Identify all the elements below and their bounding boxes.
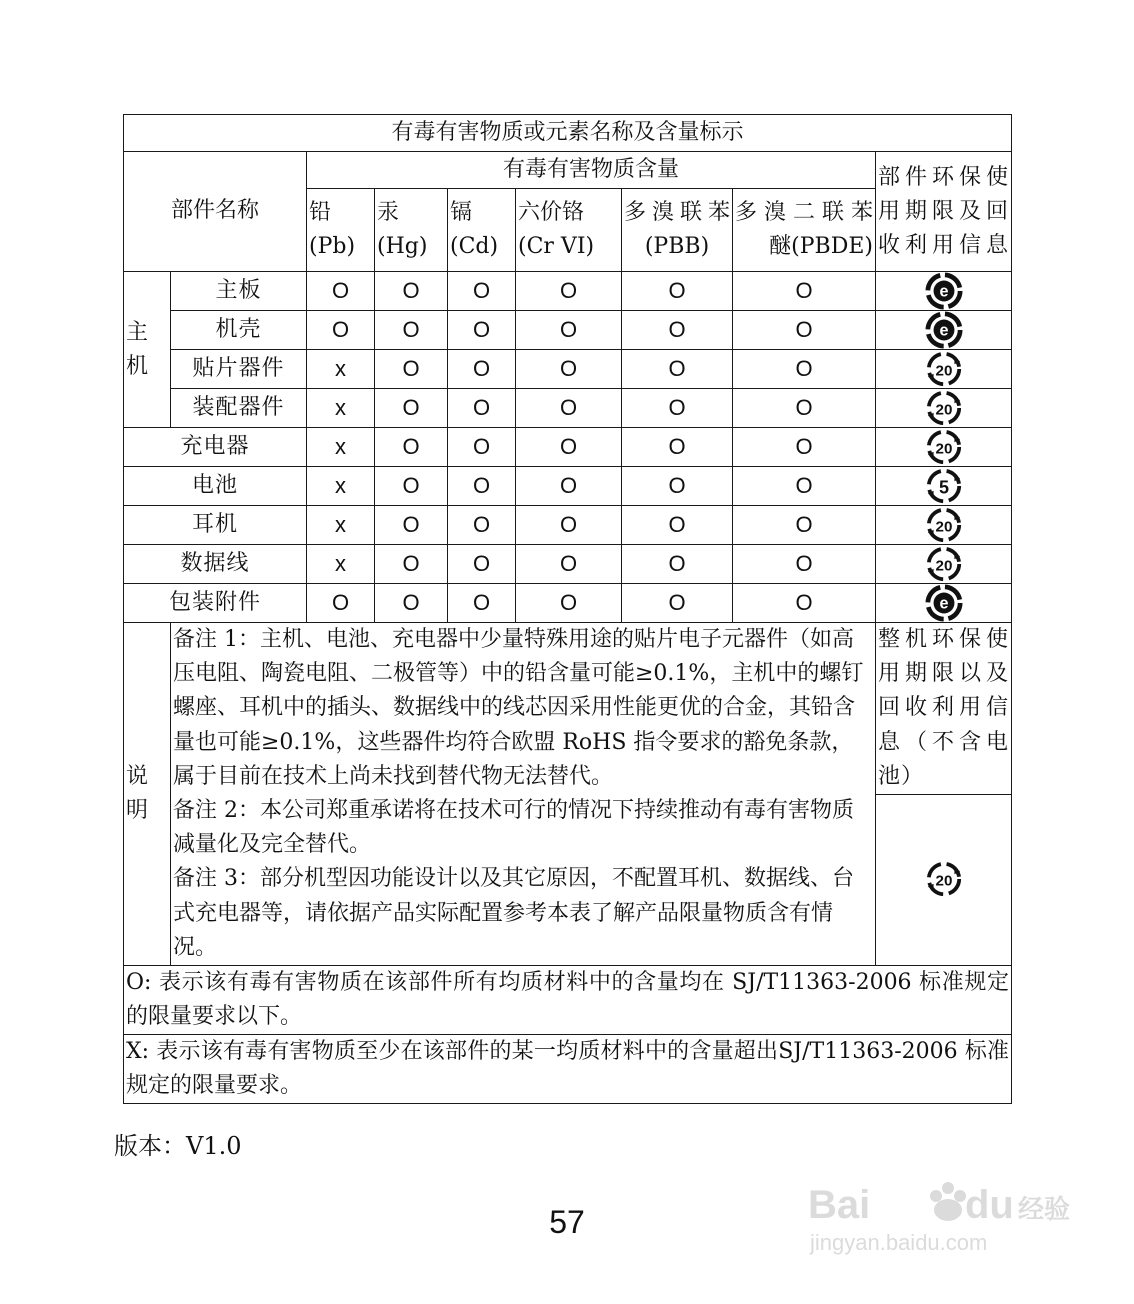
- substance-mark: O: [516, 428, 622, 467]
- efup-icon-cell: [876, 350, 1012, 389]
- substance-mark: O: [307, 311, 375, 350]
- legend-x: X: 表示该有毒有害物质至少在该部件的某一均质材料中的含量超出SJ/T11363-2006 标准规定的限量要求。: [124, 1035, 1012, 1104]
- substance-mark: O: [448, 584, 516, 623]
- substance-cn: 多溴联苯: [624, 200, 730, 225]
- substance-mark: x: [307, 545, 375, 584]
- substance-mark: O: [307, 272, 375, 311]
- substance-mark: O: [622, 467, 733, 506]
- substance-mark: O: [375, 428, 448, 467]
- svg-text:jingyan.baidu.com: jingyan.baidu.com: [810, 1230, 988, 1255]
- efup-e-icon: [925, 311, 963, 349]
- notes-label: 说 明: [124, 623, 171, 966]
- substance-mark: O: [307, 584, 375, 623]
- substance-mark: x: [307, 428, 375, 467]
- substance-mark: O: [733, 506, 876, 545]
- svg-text:20: 20: [935, 401, 952, 419]
- table-row: [124, 545, 1012, 584]
- efup-icon-cell: [876, 506, 1012, 545]
- part-name: 主板: [171, 272, 307, 311]
- substance-mark: O: [375, 506, 448, 545]
- note-2: 备注 2：本公司郑重承诺将在技术可行的情况下持续推动有毒有害物质减量化及完全替代。: [173, 798, 854, 858]
- efup-e-icon: [925, 584, 963, 622]
- table-row: [124, 350, 1012, 389]
- efup-20-icon: [925, 428, 963, 466]
- svg-text:20: 20: [935, 518, 952, 536]
- substance-cn: 多溴二联苯: [735, 200, 873, 225]
- efup-20-icon: [925, 350, 963, 388]
- substance-mark: O: [622, 506, 733, 545]
- svg-text:20: 20: [935, 557, 952, 575]
- substance-mark: O: [622, 545, 733, 584]
- substance-cn: 镉: [450, 200, 473, 225]
- substance-cn: 六价铬: [518, 200, 585, 225]
- version-label: 版本：V1.0: [114, 1132, 242, 1160]
- notes-text: [171, 623, 876, 966]
- whole-unit-cell: [876, 623, 1012, 966]
- part-name: 电池: [124, 467, 307, 506]
- substance-mark: O: [375, 545, 448, 584]
- substance-header-3: [516, 189, 622, 272]
- substance-mark: O: [516, 545, 622, 584]
- legend-o: O: 表示该有毒有害物质在该部件所有均质材料中的含量均在 SJ/T11363-2006 标准规定的限量要求以下。: [124, 966, 1012, 1035]
- efup-20-icon: [925, 506, 963, 544]
- table-row: [124, 467, 1012, 506]
- svg-text:20: 20: [935, 362, 952, 380]
- part-name: 装配器件: [171, 389, 307, 428]
- substance-mark: O: [622, 272, 733, 311]
- substance-mark: O: [448, 506, 516, 545]
- substance-mark: x: [307, 467, 375, 506]
- efup-icon-cell: [876, 467, 1012, 506]
- substance-abbr: (Cd): [450, 234, 499, 259]
- substance-mark: O: [516, 272, 622, 311]
- substance-abbr: (Pb): [309, 234, 356, 259]
- substance-mark: O: [733, 272, 876, 311]
- table-row: [124, 584, 1012, 623]
- substance-abbr: 醚(PBDE): [769, 234, 873, 259]
- substance-mark: O: [375, 389, 448, 428]
- substance-mark: O: [733, 350, 876, 389]
- table-row: [124, 272, 1012, 311]
- whole-unit-efup-icon-wrap: [876, 795, 1011, 963]
- svg-text:经验: 经验: [1018, 1195, 1071, 1225]
- part-name: 贴片器件: [171, 350, 307, 389]
- baidu-watermark-logo: [808, 1168, 1078, 1258]
- page-number: 57: [549, 1204, 585, 1240]
- table-row: [124, 506, 1012, 545]
- substance-header-0: [307, 189, 375, 272]
- table-title: 有毒有害物质或元素名称及含量标示: [124, 115, 1012, 152]
- efup-icon-cell: [876, 545, 1012, 584]
- substance-mark: O: [448, 545, 516, 584]
- whole-unit-text: 整机环保使用期限以及回收利用信息（不含电池）: [876, 623, 1011, 795]
- svg-text:5: 5: [938, 477, 949, 498]
- hazardous-substance-table: [123, 114, 1012, 1104]
- substance-mark: O: [375, 350, 448, 389]
- substance-mark: O: [448, 311, 516, 350]
- substance-mark: O: [622, 350, 733, 389]
- substance-mark: O: [516, 350, 622, 389]
- svg-text:20: 20: [935, 440, 952, 458]
- substance-mark: O: [733, 389, 876, 428]
- svg-text:du: du: [965, 1183, 1014, 1227]
- substance-mark: x: [307, 350, 375, 389]
- substance-mark: O: [448, 350, 516, 389]
- substance-mark: O: [733, 311, 876, 350]
- substance-group-header: 有毒有害物质含量: [307, 152, 876, 189]
- substance-mark: x: [307, 389, 375, 428]
- part-name: 数据线: [124, 545, 307, 584]
- substance-abbr: (Hg): [377, 234, 428, 259]
- part-name-header: 部件名称: [124, 152, 307, 272]
- substance-header-5: [733, 189, 876, 272]
- substance-mark: O: [448, 272, 516, 311]
- substance-mark: O: [375, 311, 448, 350]
- substance-mark: O: [733, 467, 876, 506]
- substance-cn: 汞: [377, 200, 400, 225]
- substance-mark: O: [448, 428, 516, 467]
- substance-mark: O: [375, 467, 448, 506]
- substance-mark: O: [622, 311, 733, 350]
- table-row: [124, 428, 1012, 467]
- part-name: 包装附件: [124, 584, 307, 623]
- efup-20-large-icon: [925, 860, 963, 898]
- group-label-main-unit: 主 机: [124, 272, 171, 428]
- substance-header-1: [375, 189, 448, 272]
- efup-icon-cell: [876, 428, 1012, 467]
- efup-5-icon: [925, 467, 963, 505]
- svg-text:e: e: [939, 594, 949, 613]
- efup-e-icon: [925, 272, 963, 310]
- substance-mark: O: [375, 272, 448, 311]
- substance-mark: O: [448, 389, 516, 428]
- part-name: 耳机: [124, 506, 307, 545]
- substance-abbr: (Cr VI): [518, 234, 595, 259]
- substance-mark: O: [622, 428, 733, 467]
- substance-mark: O: [733, 584, 876, 623]
- substance-mark: x: [307, 506, 375, 545]
- substance-abbr: (PBB): [644, 234, 710, 259]
- part-name: 充电器: [124, 428, 307, 467]
- svg-text:e: e: [939, 321, 949, 340]
- efup-icon-cell: [876, 272, 1012, 311]
- substance-mark: O: [516, 506, 622, 545]
- substance-mark: O: [375, 584, 448, 623]
- substance-mark: O: [516, 311, 622, 350]
- substance-header-4: [622, 189, 733, 272]
- substance-mark: O: [733, 545, 876, 584]
- efup-icon-cell: [876, 584, 1012, 623]
- efup-icon-cell: [876, 311, 1012, 350]
- substance-mark: O: [516, 467, 622, 506]
- substance-mark: O: [733, 428, 876, 467]
- efup-icon-cell: [876, 389, 1012, 428]
- substance-header-2: [448, 189, 516, 272]
- table-row: [124, 389, 1012, 428]
- table-row: [124, 311, 1012, 350]
- substance-cn: 铅: [309, 200, 332, 225]
- substance-mark: O: [516, 584, 622, 623]
- substance-mark: O: [516, 389, 622, 428]
- svg-text:20: 20: [935, 872, 952, 890]
- substance-mark: O: [622, 389, 733, 428]
- efup-20-icon: [925, 389, 963, 427]
- efup-20-icon: [925, 545, 963, 583]
- note-3: 备注 3：部分机型因功能设计以及其它原因，不配置耳机、数据线、台式充电器等，请依据产品实际配置参考本表了解产品限量物质含有情况。: [173, 866, 854, 960]
- part-name: 机壳: [171, 311, 307, 350]
- substance-mark: O: [622, 584, 733, 623]
- svg-text:e: e: [939, 282, 949, 301]
- substance-mark: O: [448, 467, 516, 506]
- note-1: 备注 1：主机、电池、充电器中少量特殊用途的贴片电子元器件（如高压电阻、陶瓷电阻、二极管等）中的铅含量可能≥0.1%，主机中的螺钉螺座、耳机中的插头、数据线中的线芯因采用性能更优的合金，其铅含量也可能≥0.1%，这些器件均符合欧盟 RoHS 指令要求的豁免条款，属于目前在技术上尚未找到替代物无法替代。: [173, 627, 864, 789]
- efup-header: 部件环保使用期限及回收利用信息: [876, 152, 1012, 272]
- svg-text:Bai: Bai: [808, 1183, 871, 1227]
